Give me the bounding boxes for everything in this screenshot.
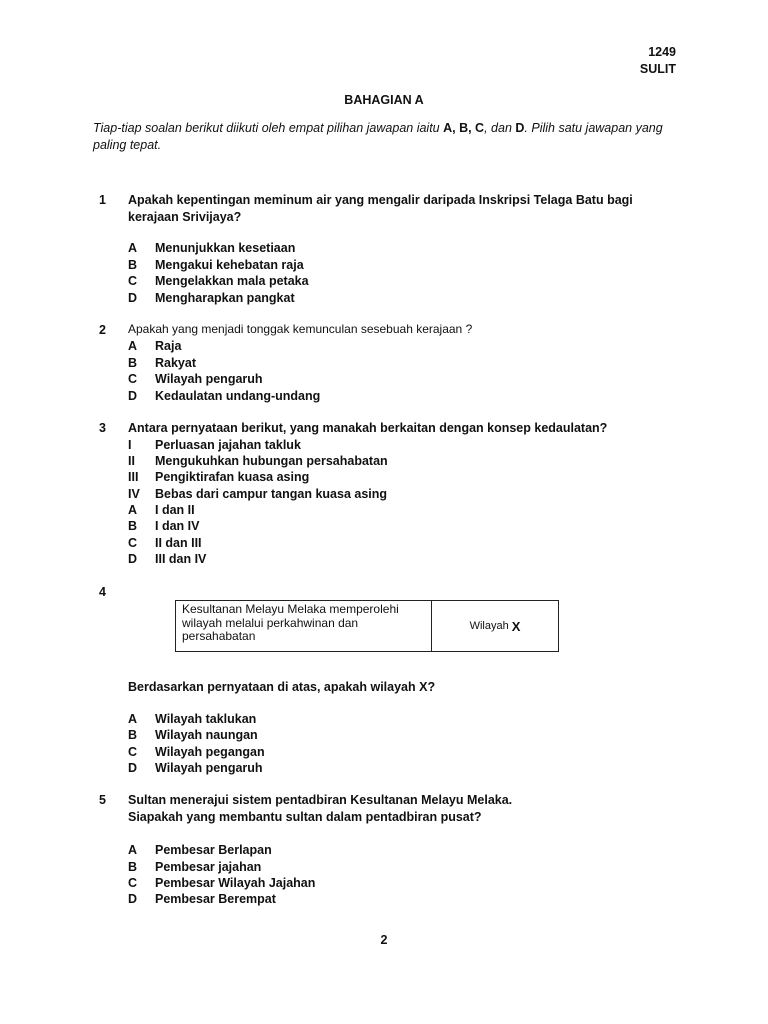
question-4-option-b: B Wilayah naungan	[128, 728, 258, 742]
question-5-option-c: C Pembesar Wilayah Jajahan	[128, 876, 316, 890]
question-5-option-d: D Pembesar Berempat	[128, 892, 276, 906]
question-4-text: Berdasarkan pernyataan di atas, apakah wilayah X?	[128, 680, 436, 694]
question-2-number: 2	[99, 323, 106, 337]
instructions: Tiap-tiap soalan berikut diikuti oleh empat pilihan jawapan iaitu A, B, C, dan D. Pilih satu jawapan yang paling tepat.	[93, 121, 663, 152]
question-4-option-d: D Wilayah pengaruh	[128, 761, 263, 775]
question-2-option-a: A Raja	[128, 339, 182, 353]
question-1-text: Apakah kepentingan meminum air yang mengalir daripada Inskripsi Telaga Batu bagi kerajaan Srivijaya?	[128, 193, 633, 224]
region-variable: X	[511, 618, 521, 634]
region-label: Wilayah	[469, 620, 509, 632]
question-2-option-c: C Wilayah pengaruh	[128, 372, 263, 386]
section-title: BAHAGIAN A	[344, 93, 424, 107]
question-3-option-d: D III dan IV	[128, 552, 207, 566]
question-4-option-c: C Wilayah pegangan	[128, 745, 265, 759]
question-1-option-c: C Mengelakkan mala petaka	[128, 274, 309, 288]
question-3-statement-iv: IV Bebas dari campur tangan kuasa asing	[128, 487, 388, 501]
question-3-statement-ii: II Mengukuhkan hubungan persahabatan	[128, 454, 388, 468]
question-4-option-a: A Wilayah taklukan	[128, 712, 257, 726]
question-3-option-c: C II dan III	[128, 536, 202, 550]
question-4-statement-box	[175, 600, 559, 652]
paper-header	[640, 44, 676, 77]
question-2-option-d: D Kedaulatan undang-undang	[128, 389, 321, 403]
question-5-option-a: A Pembesar Berlapan	[128, 843, 272, 857]
question-3-number: 3	[99, 421, 106, 435]
question-3-statement-iii: III Pengiktirafan kuasa asing	[128, 470, 310, 484]
question-5-number: 5	[99, 793, 106, 807]
question-5-text	[128, 792, 648, 826]
question-3-option-a: A I dan II	[128, 503, 195, 517]
question-1-option-d: D Mengharapkan pangkat	[128, 291, 295, 305]
paper-code: 1249	[648, 45, 676, 59]
question-3-statement-i: I Perluasan jajahan takluk	[128, 438, 301, 452]
question-3-text: Antara pernyataan berikut, yang manakah berkaitan dengan konsep kedaulatan?	[128, 421, 608, 435]
statement-answer-cell	[432, 601, 558, 651]
question-5-option-b: B Pembesar jajahan	[128, 860, 262, 874]
page-number: 2	[380, 933, 388, 947]
question-3-option-b: B I dan IV	[128, 519, 200, 533]
question-1-option-a: A Menunjukkan kesetiaan	[128, 241, 296, 255]
question-2-option-b: B Rakyat	[128, 356, 196, 370]
question-5-text-line-2: Siapakah yang membantu sultan dalam pentadbiran pusat?	[128, 810, 482, 824]
question-4-number: 4	[99, 585, 106, 599]
question-1-option-b: B Mengakui kehebatan raja	[128, 258, 304, 272]
question-1-number: 1	[99, 193, 106, 207]
confidential-label: SULIT	[639, 61, 676, 76]
question-5-text-line-1: Sultan menerajui sistem pentadbiran Kesultanan Melayu Melaka.	[128, 793, 513, 807]
statement-text: Kesultanan Melayu Melaka memperolehi wilayah melalui perkahwinan dan persahabatan	[176, 601, 432, 651]
question-2-text: Apakah yang menjadi tonggak kemunculan sesebuah kerajaan ?	[128, 322, 473, 336]
